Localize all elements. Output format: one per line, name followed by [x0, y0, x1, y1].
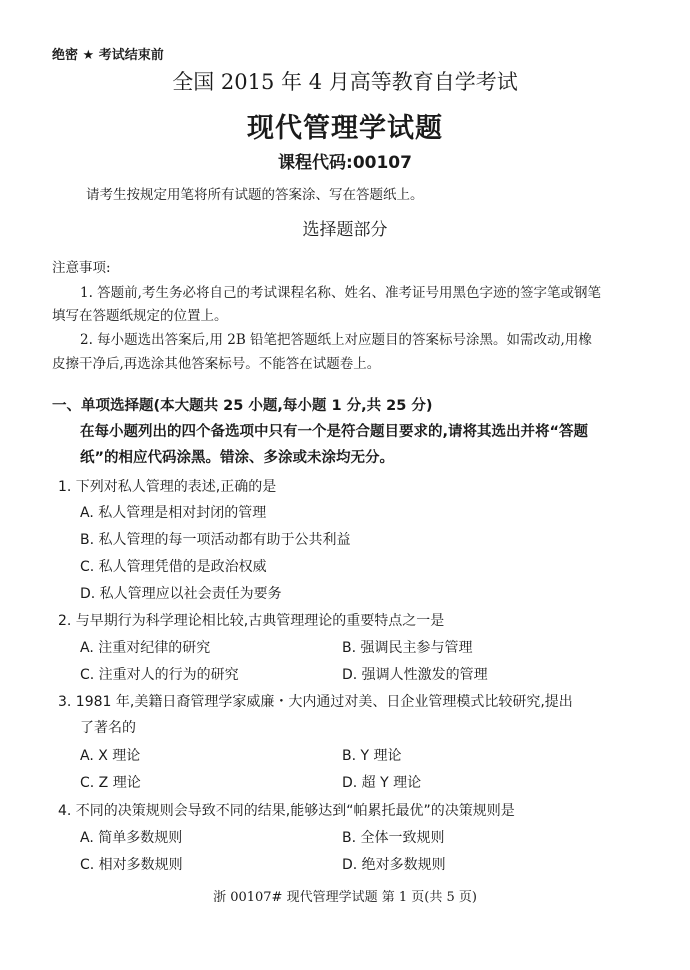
question-1-stem: 1. 下列对私人管理的表述,正确的是	[58, 479, 277, 495]
question-4-option-b: B. 全体一致规则	[342, 830, 445, 846]
question-1-option-c: C. 私人管理凭借的是政治权威	[80, 559, 267, 575]
notes-heading: 注意事项:	[52, 260, 111, 276]
part-1-desc-line-2: 纸”的相应代码涂黑。错涂、多涂或未涂均无分。	[80, 450, 395, 466]
subject-title: 现代管理学试题	[247, 113, 443, 144]
note-1-line-1: 1. 答题前,考生务必将自己的考试课程名称、姓名、准考证号用黑色字迹的签字笔或钢笔	[80, 285, 601, 301]
note-2-line-1: 2. 每小题选出答案后,用 2B 铅笔把答题纸上对应题目的答案标号涂黑。如需改动,用橡	[80, 332, 592, 348]
question-2-option-c: C. 注重对人的行为的研究	[80, 667, 239, 683]
question-4-option-a: A. 简单多数规则	[80, 830, 183, 846]
page-footer: 浙 00107# 现代管理学试题 第 1 页(共 5 页)	[213, 890, 477, 905]
question-2-option-a: A. 注重对纪律的研究	[80, 640, 211, 656]
course-code: 课程代码:00107	[278, 153, 412, 173]
question-4-option-d: D. 绝对多数规则	[342, 857, 446, 873]
question-1-option-d: D. 私人管理应以社会责任为要务	[80, 586, 282, 602]
question-4-stem: 4. 不同的决策规则会导致不同的结果,能够达到“帕累托最优”的决策规则是	[58, 803, 515, 819]
question-3-stem-cont: 了著名的	[80, 720, 136, 736]
question-2-stem: 2. 与早期行为科学理论相比较,古典管理理论的重要特点之一是	[58, 613, 445, 629]
note-1-line-2: 填写在答题纸规定的位置上。	[52, 308, 228, 324]
question-3-option-d: D. 超 Y 理论	[342, 775, 422, 791]
question-3-stem: 3. 1981 年,美籍日裔管理学家威廉・大内通过对美、日企业管理模式比较研究,提出	[58, 694, 573, 710]
part-1-heading: 一、单项选择题(本大题共 25 小题,每小题 1 分,共 25 分)	[52, 398, 433, 414]
question-3-option-c: C. Z 理论	[80, 775, 141, 791]
question-2-option-b: B. 强调民主参与管理	[342, 640, 473, 656]
part-1-desc-line-1: 在每小题列出的四个备选项中只有一个是符合题目要求的,请将其选出并将“答题	[80, 424, 589, 440]
question-4-option-c: C. 相对多数规则	[80, 857, 183, 873]
note-2-line-2: 皮擦干净后,再选涂其他答案标号。不能答在试题卷上。	[52, 356, 381, 372]
exam-title: 全国 2015 年 4 月高等教育自学考试	[172, 70, 518, 94]
answer-instruction: 请考生按规定用笔将所有试题的答案涂、写在答题纸上。	[86, 187, 424, 203]
question-2-option-d: D. 强调人性激发的管理	[342, 667, 488, 683]
question-1-option-b: B. 私人管理的每一项活动都有助于公共利益	[80, 532, 351, 548]
confidential-mark: 绝密 ★ 考试结束前	[52, 48, 164, 63]
question-3-option-b: B. Y 理论	[342, 748, 402, 764]
question-1-option-a: A. 私人管理是相对封闭的管理	[80, 505, 267, 521]
question-3-option-a: A. X 理论	[80, 748, 141, 764]
section-title: 选择题部分	[302, 220, 388, 240]
